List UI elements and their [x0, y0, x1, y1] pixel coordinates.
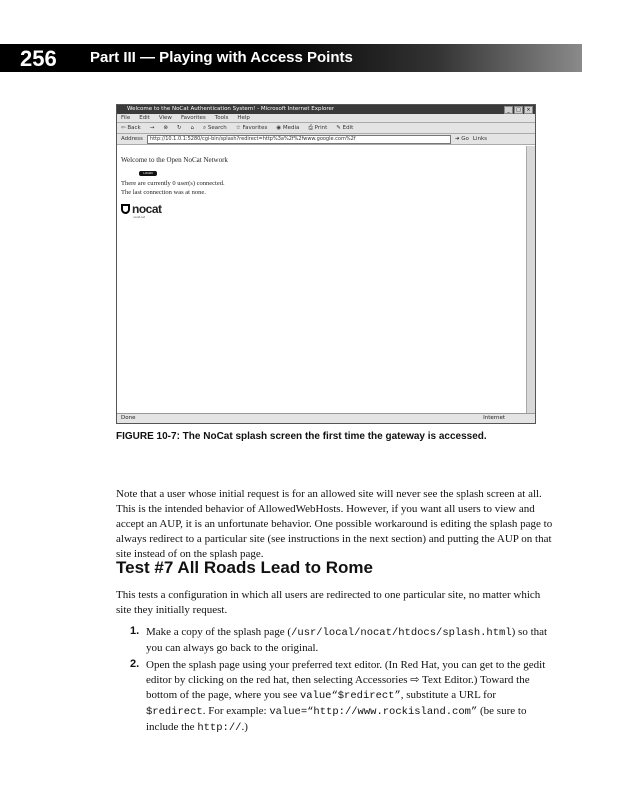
forward-icon[interactable]: → [149, 125, 155, 131]
window-controls [504, 106, 533, 114]
status-done: Done [121, 415, 136, 421]
menu-bar [117, 114, 535, 123]
nocat-logo [121, 202, 162, 216]
menu-tools[interactable]: Tools [214, 115, 229, 121]
stop-icon[interactable]: ⊗ [163, 125, 168, 131]
menu-favorites[interactable]: Favorites [180, 115, 206, 121]
links-button[interactable]: Links [472, 136, 488, 142]
status-zone: Internet [483, 415, 505, 421]
paragraph-2: This tests a configuration in which all users are redirected to one particular site, no matter which site they initially request. [116, 589, 541, 616]
step-text: Make a copy of the splash page (/usr/local/nocat/htdocs/splash.html) so that you can always go back to the original. [146, 626, 548, 654]
menu-view[interactable]: View [158, 115, 172, 121]
paragraph-1: Note that a user whose initial request is for an allowed site will never see the splash screen at all. This is the intended behavior of AllowedWebHosts. However, if you want all users to view and accept an AUP, it is an unfortunate behavior. One possible workaround is editing the splash page to always redirect to a particular site (see instructions in the next section) and putting the AUP on that site instead of on the splash page. [116, 488, 553, 560]
address-label: Address [121, 136, 143, 142]
search-button[interactable]: ⌕ Search [203, 124, 227, 131]
step-2 [116, 658, 556, 736]
browser-toolbar [117, 123, 535, 134]
go-button[interactable]: ➜ Go [454, 136, 469, 142]
print-button[interactable]: ⎙ Print [308, 124, 328, 131]
last-connection-text: The last connection was at none. [121, 189, 206, 196]
logo-subtext: nocat.net [133, 216, 145, 219]
login-button[interactable]: LOGIN [139, 171, 157, 176]
maximize-icon[interactable]: □ [514, 106, 523, 114]
back-button[interactable]: ⇦ Back [121, 125, 141, 131]
vertical-scrollbar[interactable] [526, 146, 535, 414]
logo-text: nocat [132, 202, 162, 216]
minimize-icon[interactable]: _ [504, 106, 513, 114]
close-icon[interactable]: × [524, 106, 533, 114]
section-heading: Test #7 All Roads Lead to Rome [116, 558, 373, 577]
step-text: Open the splash page using your preferred text editor. (In Red Hat, you can get to the gedit editor by clicking on the red hat, then selecting Accessories ⇨ Text Editor.) Toward the bottom of the page, where you see value“$redirect”, substitute a URL for $redirect. For example: value=“http://www.rockisland.com” (be sure to include the http://.) [146, 659, 546, 734]
menu-edit[interactable]: Edit [139, 115, 150, 121]
welcome-text: Welcome to the Open NoCat Network [121, 156, 228, 164]
page-content [117, 146, 527, 414]
part-title: Part III — Playing with Access Points [90, 49, 353, 66]
refresh-icon[interactable]: ↻ [176, 125, 182, 131]
menu-help[interactable]: Help [237, 115, 250, 121]
home-icon[interactable]: ⌂ [190, 125, 195, 131]
favorites-button[interactable]: ☆ Favorites [235, 125, 268, 131]
step-number: 1. [130, 625, 140, 637]
window-title: Welcome to the NoCat Authentication System! - Microsoft Internet Explorer [127, 106, 335, 112]
step-1 [116, 625, 556, 656]
status-bar [117, 413, 535, 423]
figure-caption: FIGURE 10-7: The NoCat splash screen the first time the gateway is accessed. [116, 431, 487, 442]
address-input[interactable]: http://10.1.0.1:5280/cgi-bin/splash?redirect=http%3a%2f%2fwww.google.com%2f [147, 135, 451, 144]
browser-screenshot [116, 104, 536, 424]
users-connected-text: There are currently 0 user(s) connected. [121, 180, 225, 187]
menu-file[interactable]: File [121, 115, 131, 121]
window-titlebar [117, 105, 535, 114]
page-number: 256 [20, 46, 57, 71]
address-bar [117, 134, 535, 145]
edit-button[interactable]: ✎ Edit [336, 125, 354, 131]
media-button[interactable]: ◉ Media [276, 125, 300, 131]
step-number: 2. [130, 658, 140, 670]
nocat-cat-icon [121, 204, 130, 214]
